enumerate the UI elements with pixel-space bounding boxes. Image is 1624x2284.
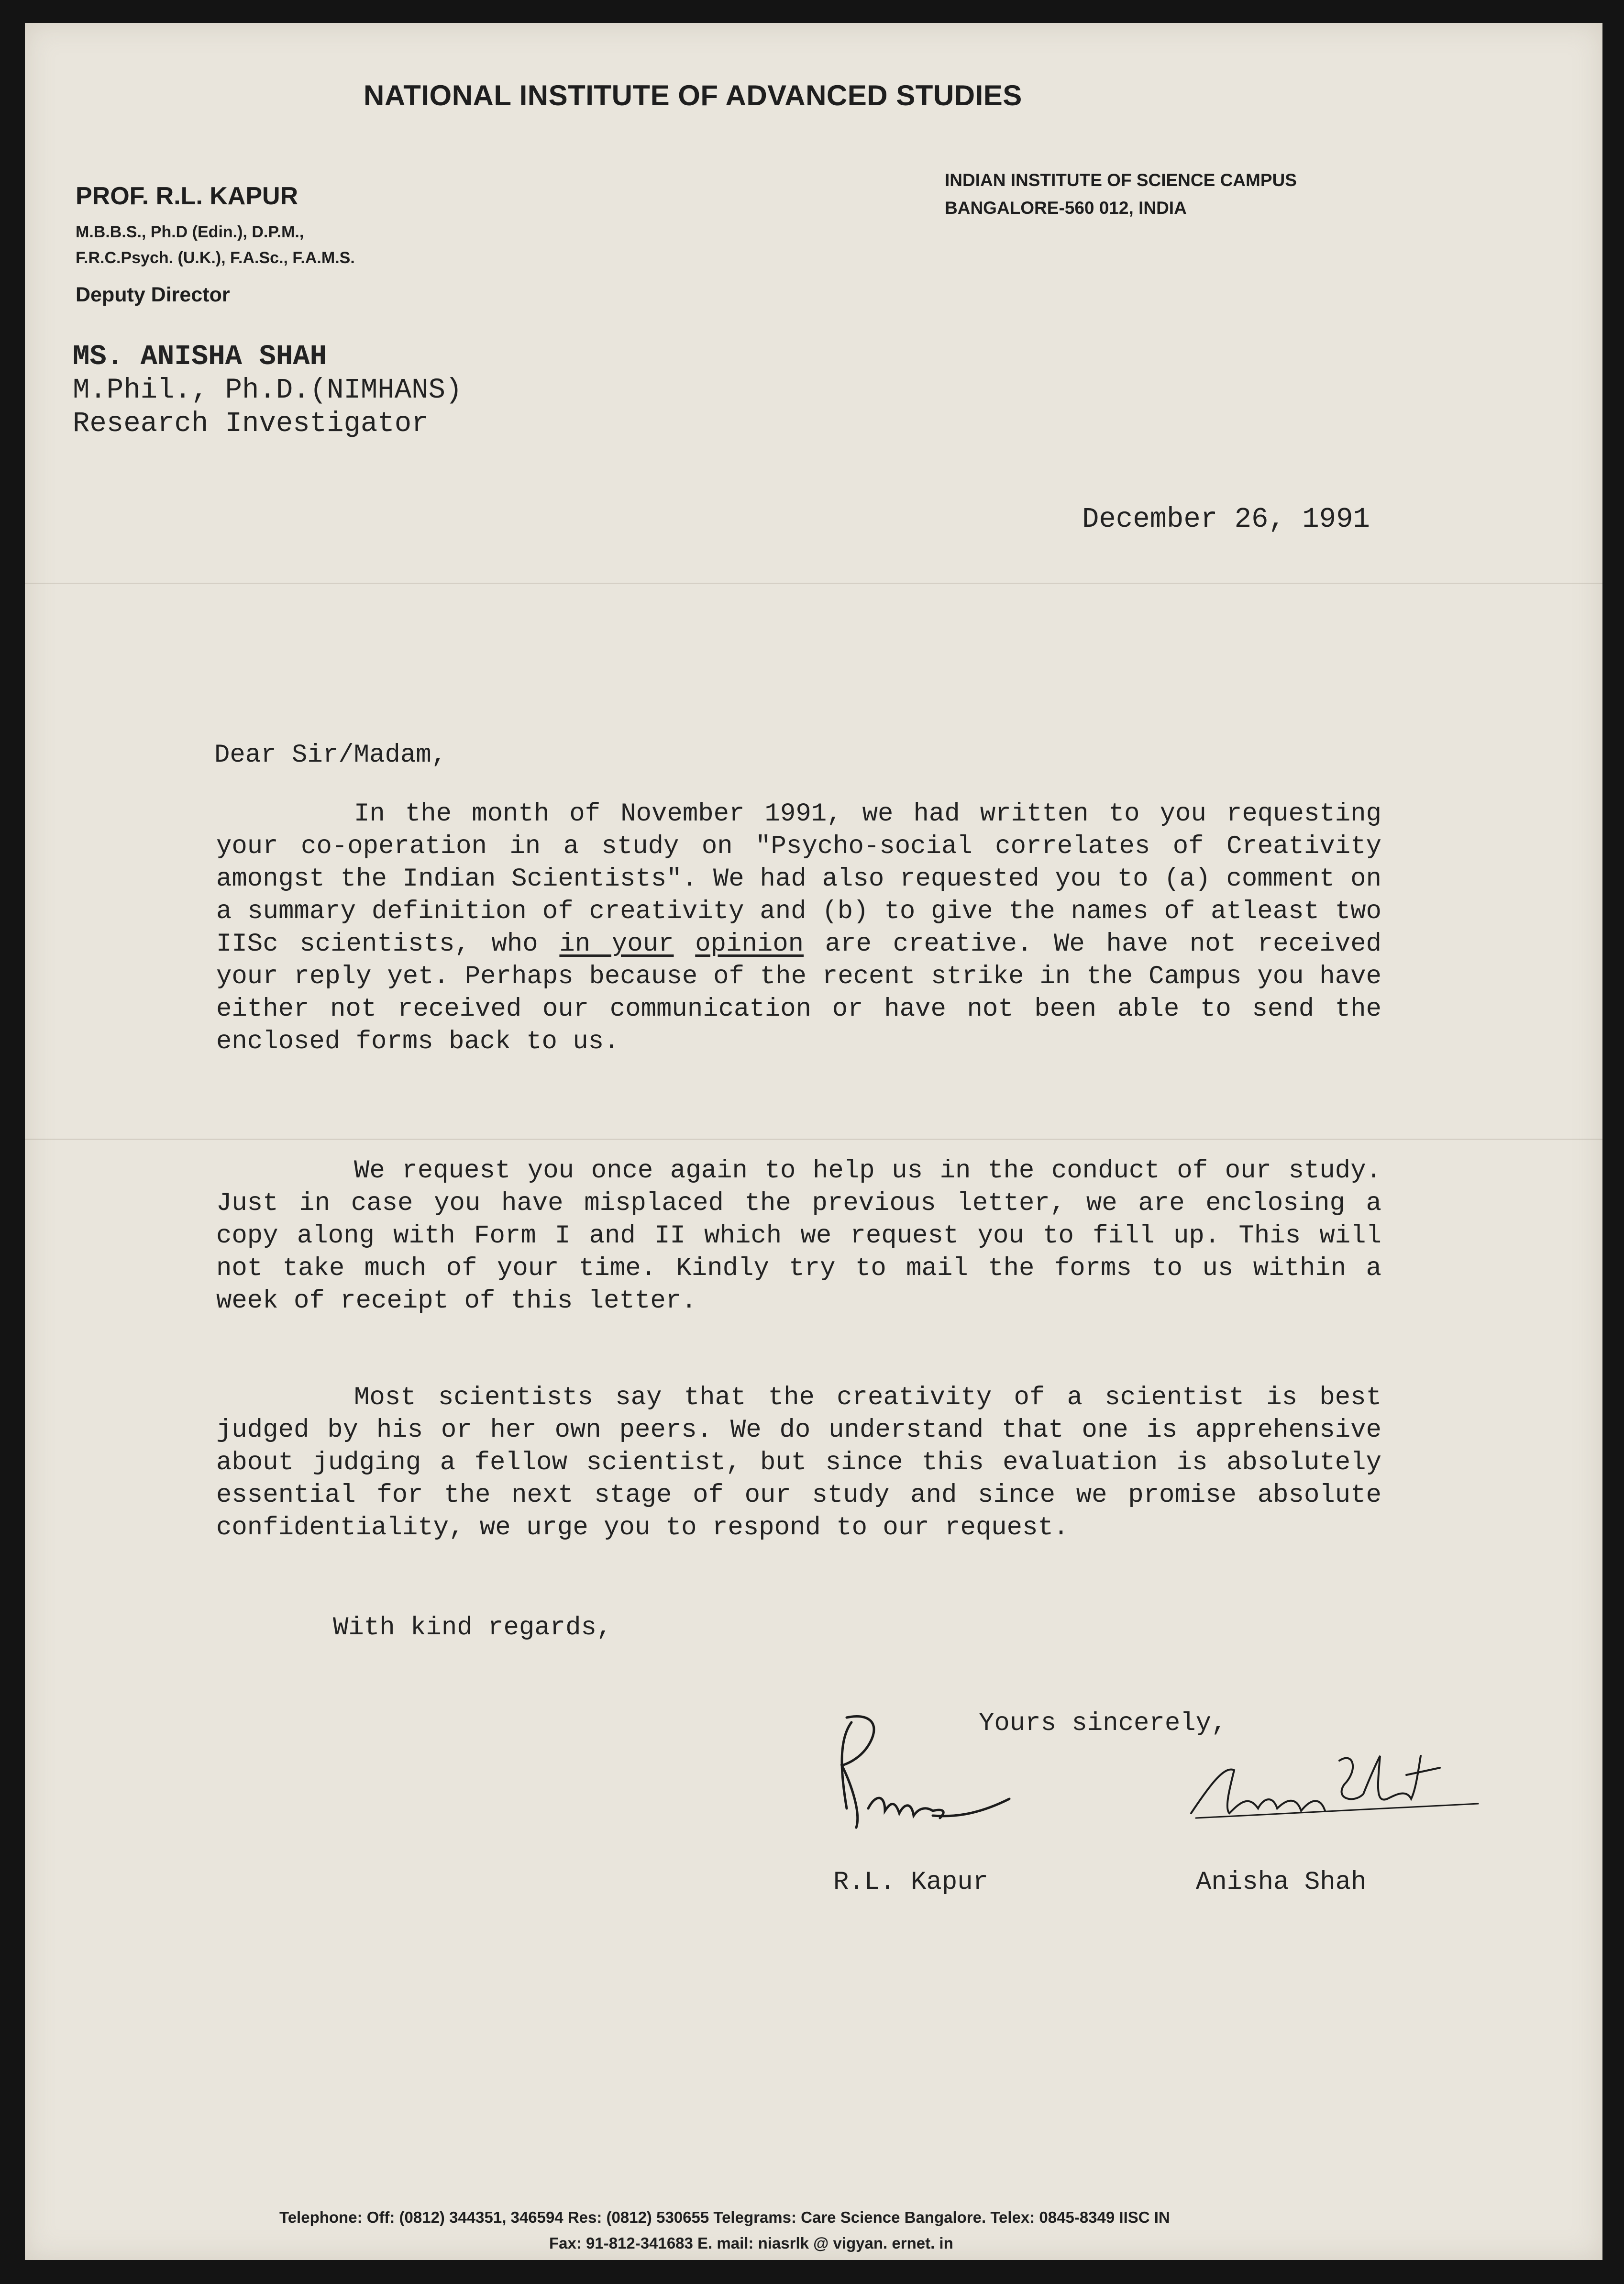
p1-space [674,930,696,959]
footer-contact-line-1: Telephone: Off: (0812) 344351, 346594 Res: (0812) 530655 Telegrams: Care Science Bangalore. Telex: 0845-8349 IISC IN [279,2208,1170,2226]
signature-kapur [823,1708,1052,1847]
p1-text-a: In the month of November 1991, we had written to you requesting your co-operation in a study on "Psycho-social correlates of Creativity amongst the Indian Scientists". We had also requested you to (a) comment on a summary definition of creativity and (b) to give the names of atleast two IISc scientists, who [216,799,1381,959]
fold-line [25,583,1602,584]
institution-name: NATIONAL INSTITUTE OF ADVANCED STUDIES [364,79,1022,111]
body-paragraph-1 [216,798,1381,1058]
co-sender-qualifications: M.Phil., Ph.D.(NIMHANS) [73,374,463,406]
sender-title: Deputy Director [76,283,230,306]
valediction: Yours sincerely, [979,1709,1227,1738]
signatory-1-name: R.L. Kapur [833,1868,989,1897]
co-sender-name: MS. ANISHA SHAH [73,341,327,373]
signatory-2-name: Anisha Shah [1196,1868,1367,1897]
co-sender-title: Research Investigator [73,408,429,440]
fold-line [25,1139,1602,1140]
closing-regards: With kind regards, [333,1613,612,1642]
sender-qualifications-2: F.R.C.Psych. (U.K.), F.A.Sc., F.A.M.S. [76,249,355,267]
sender-qualifications-1: M.B.B.S., Ph.D (Edin.), D.P.M., [76,223,304,241]
signature-shah [1182,1741,1488,1837]
p1-underlined-opinion: opinion [695,930,804,959]
address-line-1: INDIAN INSTITUTE OF SCIENCE CAMPUS [945,170,1297,190]
footer-contact-line-2: Fax: 91-812-341683 E. mail: niasrlk @ vigyan. ernet. in [549,2234,953,2252]
p1-underlined-in-your: in your [559,930,674,959]
body-paragraph-3: Most scientists say that the creativity of a scientist is best judged by his or her own peers. We do understand that one is apprehensive about judging a fellow scientist, but since this evaluation is absolutely essential for the next stage of our study and since we promise absolute confidentiality, we urge you to respond to our request. [216,1383,1381,1542]
letter-date: December 26, 1991 [1082,503,1370,535]
sender-name: PROF. R.L. KAPUR [76,182,298,210]
address-line-2: BANGALORE-560 012, INDIA [945,198,1187,218]
body-paragraph-2: We request you once again to help us in the conduct of our study. Just in case you have misplaced the previous letter, we are enclosing a copy along with Form I and II which we request you to fill up. This will not take much of your time. Kindly try to mail the forms to us within a week of receipt of this letter. [216,1156,1381,1316]
salutation: Dear Sir/Madam, [214,741,447,770]
p1-text-b: are creative. We have not received your reply yet. Perhaps because of the recent strike in the Campus you have either not received our communication or have not been able to send the enclosed forms back to us. [216,930,1382,1056]
